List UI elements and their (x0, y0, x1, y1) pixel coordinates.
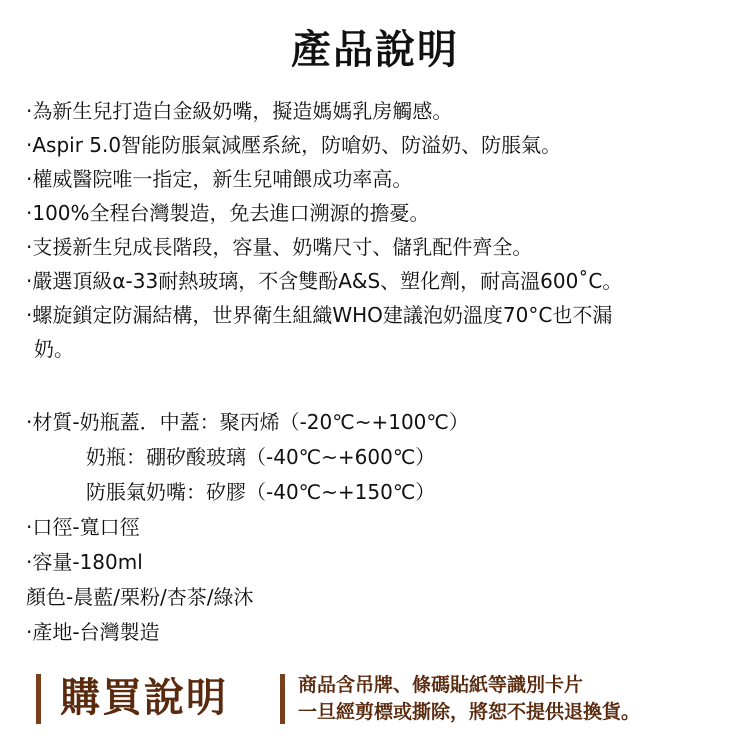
spec-capacity: ·容量-180ml (26, 550, 143, 574)
divider-bar-left (36, 674, 41, 724)
feature-item-continuation (26, 332, 741, 366)
divider-bar-middle (280, 674, 285, 724)
feature-item: ·100%全程台灣製造，免去進口溯源的擔憂。 (26, 201, 430, 225)
purchase-notice-text (298, 672, 640, 726)
spec-material: ·材質-奶瓶蓋．中蓋：聚丙烯（-20℃~+100℃） (26, 410, 469, 434)
feature-item: ·權威醫院唯一指定，新生兒哺餵成功率高。 (26, 167, 413, 191)
spec-material-bottle: 奶瓶：硼矽酸玻璃（-40℃~+600℃） (86, 445, 436, 469)
feature-item: ·為新生兒打造白金級奶嘴，擬造媽媽乳房觸感。 (26, 99, 453, 123)
feature-item: ·嚴選頂級α-33耐熱玻璃，不含雙酚A&S、塑化劑，耐高溫600˚C。 (26, 269, 623, 293)
spec-list (26, 405, 741, 650)
feature-list (26, 94, 741, 366)
feature-item: ·支援新生兒成長階段，容量、奶嘴尺寸、儲乳配件齊全。 (26, 235, 533, 259)
spec-origin: ·產地-台灣製造 (26, 620, 160, 644)
purchase-notice-title: 購買說明 (60, 675, 228, 721)
feature-item: ·螺旋鎖定防漏結構，世界衛生組織WHO建議泡奶溫度70°C也不漏 (26, 303, 613, 327)
purchase-note-line: 商品含吊牌、條碼貼紙等識別卡片 (298, 674, 584, 696)
purchase-notice (30, 668, 740, 728)
feature-item: ·Aspir 5.0智能防脹氣減壓系統，防嗆奶、防溢奶、防脹氣。 (26, 133, 562, 157)
page-title: 產品說明 (291, 27, 459, 73)
purchase-note-line: 一旦經剪標或撕除，將恕不提供退換貨。 (298, 701, 641, 723)
spec-material-nipple: 防脹氣奶嘴：矽膠（-40℃~+150℃） (86, 480, 436, 504)
feature-continuation-text: 奶。 (34, 337, 74, 361)
spec-color: 顏色-晨藍/栗粉/杏茶/綠沐 (26, 585, 254, 609)
spec-opening: ·口徑-寬口徑 (26, 515, 140, 539)
